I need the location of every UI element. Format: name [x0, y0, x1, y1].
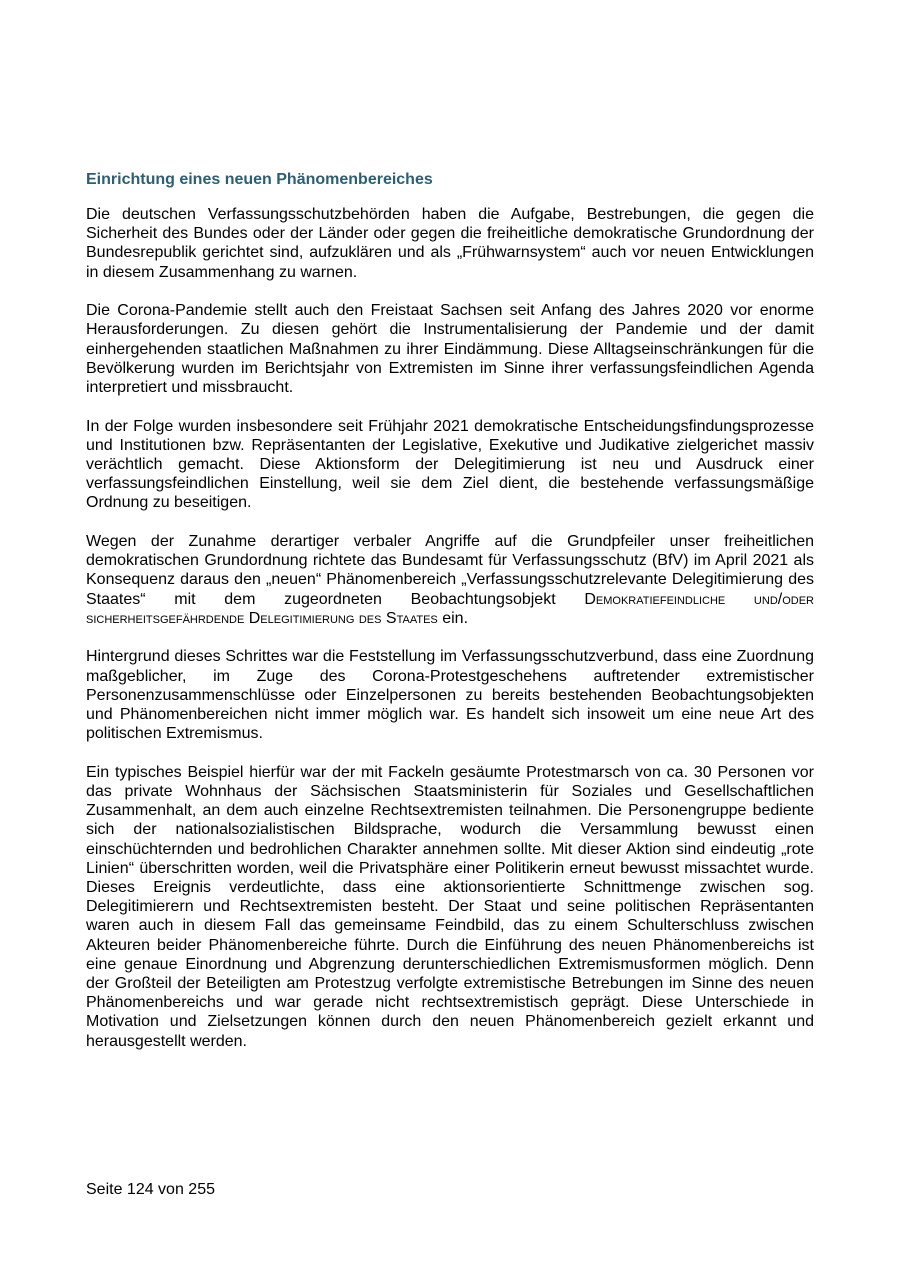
paragraph-5: Hintergrund dieses Schrittes war die Feststellung im Verfassungsschutzverbund, dass eine Zuordnung maßgeblicher, im Zuge des Corona-Protestgeschehens auftretender extremistischer Personenzusammenschlüsse oder Einzelpersonen zu bereits bestehenden Beobachtungsobjekten und Phänomenbereichen nicht immer möglich war. Es handelt sich insoweit um eine neue Art des politischen Extremismus.: [86, 648, 814, 743]
paragraph-2: Die Corona-Pandemie stellt auch den Freistaat Sachsen seit Anfang des Jahres 2020 vor enorme Herausforderungen. Zu diesen gehört die Instrumentalisierung der Pandemie und der damit einhergehenden staatlichen Maßnahmen zu ihrer Eindämmung. Diese Alltagseinschränkungen für die Bevölkerung wurden im Berichtsjahr von Extremisten im Sinne ihrer verfassungsfeindlichen Agenda interpretiert und missbraucht.: [86, 302, 814, 397]
paragraph-6: Ein typisches Beispiel hierfür war der mit Fackeln gesäumte Protestmarsch von ca. 30 Personen vor das private Wohnhaus der Sächsischen Staatsministerin für Soziales und Gesellschaftlichen Zusammenhalt, an dem auch einzelne Rechtsextremisten teilnahmen. Die Personengruppe bediente sich der nationalsozialistischen Bildsprache, wodurch die Versammlung bewusst einen einschüchternden und bedrohlichen Charakter annehmen sollte. Mit dieser Aktion sind eindeutig „rote Linien“ überschritten worden, weil die Privatsphäre einer Politikerin erneut bewusst missachtet wurde. Dieses Ereignis verdeutlichte, dass eine aktionsorientierte Schnittmenge zwischen sog. Delegitimierern und Rechtsextremisten besteht. Der Staat und seine politischen Repräsentanten waren auch in diesem Fall das gemeinsame Feindbild, das zu einem Schulterschluss zwischen Akteuren beider Phänomenbereiche führte. Durch die Einführung des neuen Phänomenbereichs ist eine genaue Einordnung und Abgrenzung derunterschiedlichen Extremismusformen möglich. Denn der Großteil der Beteiligten am Protestzug verfolgte extremistische Betrebungen im Sinne des neuen Phänomenbereichs und war gerade nicht rechtsextremistisch geprägt. Diese Unterschiede in Motivation und Zielsetzungen können durch den neuen Phänomenbereich gezielt erkannt und herausgestellt werden.: [86, 763, 814, 1050]
paragraph-1: Die deutschen Verfassungsschutzbehörden haben die Aufgabe, Bestrebungen, die gegen die Sicherheit des Bundes oder der Länder oder gegen die freiheitliche demokratische Grundordnung der Bundesrepublik gerichtet sind, aufzuklären und als „Frühwarnsystem“ auch vor neuen Entwicklungen in diesem Zusammenhang zu warnen.: [86, 206, 814, 281]
paragraph-4-text: Wegen der Zunahme derartiger verbaler Angriffe auf die Grundpfeiler unser freiheitlichen demokratischen Grundordnung richtete das Bundesamt für Verfassungsschutz (BfV) im April 2021 als Konsequenz daraus den „neuen“ Phänomenbereich „Verfassungsschutzrelevante Delegitimierung des Staates“ mit dem zugeordneten Beobachtungsobjekt: [86, 533, 814, 608]
document-body: [86, 168, 814, 1051]
paragraph-3: In der Folge wurden insbesondere seit Frühjahr 2021 demokratische Entscheidungsfindungsprozesse und Institutionen bzw. Repräsentanten der Legislative, Exekutive und Judikative zielgerichet massiv verächtlich gemacht. Diese Aktionsform der Delegitimierung ist neu und Ausdruck einer verfassungsfeindlichen Einstellung, weil sie dem Ziel dient, die bestehende verfassungsmäßige Ordnung zu beseitigen.: [86, 417, 814, 512]
paragraph-4: [86, 532, 814, 628]
section-heading: Einrichtung eines neuen Phänomenbereiches: [86, 171, 433, 188]
page-number: Seite 124 von 255: [86, 1181, 215, 1198]
observation-object-name: Demokratiefeindliche und/oder sicherheitsgefährdende Delegitimierung des Staates: [86, 590, 814, 627]
paragraph-4-end: ein.: [437, 609, 469, 627]
